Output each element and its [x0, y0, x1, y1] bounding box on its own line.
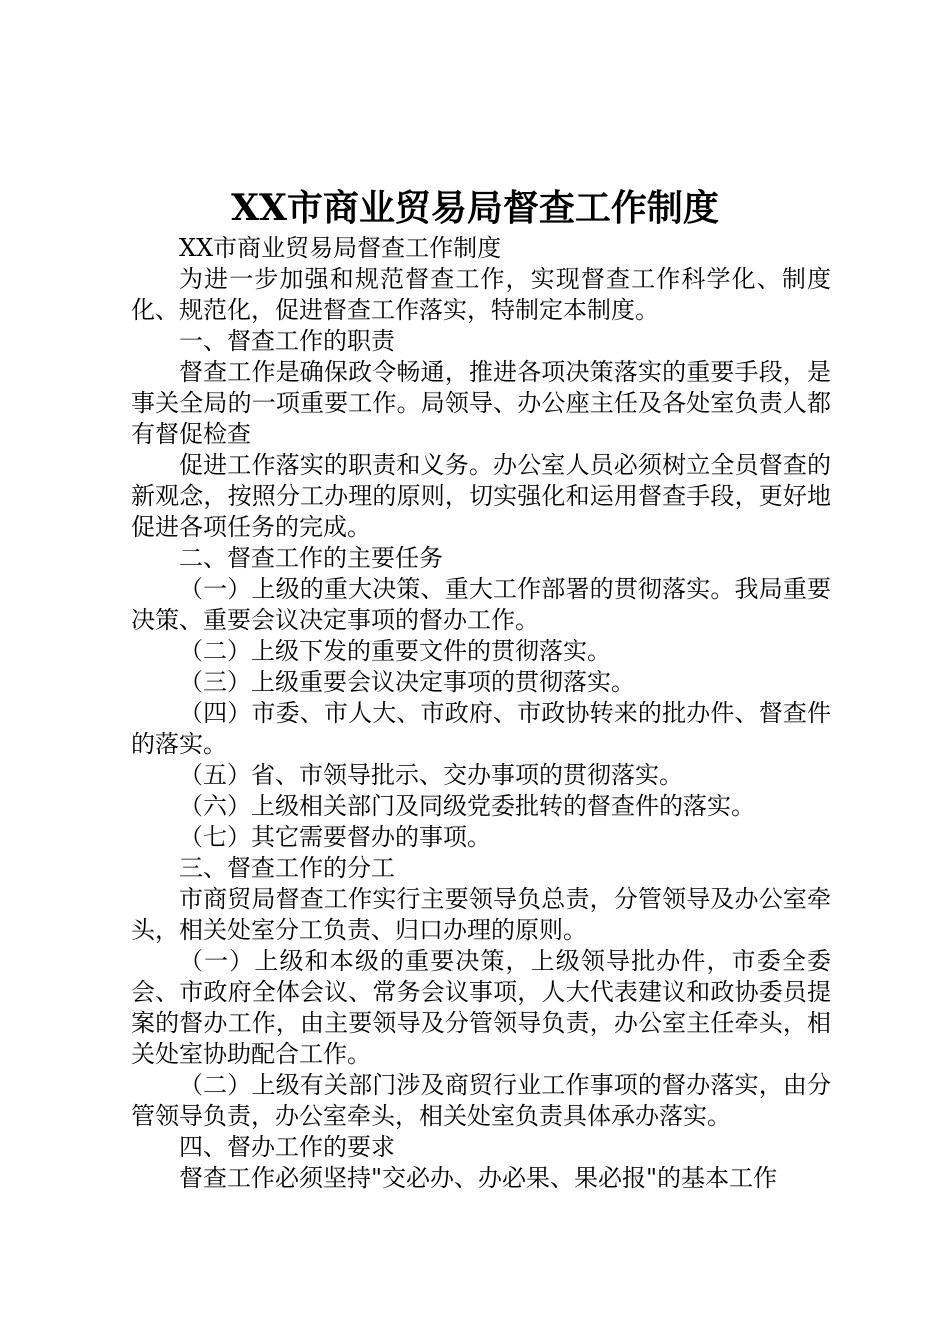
document-body	[131, 233, 831, 1194]
list-item: （四）市委、市人大、市政府、市政协转来的批办件、督查件的落实。	[131, 699, 831, 758]
list-item: （二）上级下发的重要文件的贯彻落实。	[179, 637, 611, 665]
list-item: （七）其它需要督办的事项。	[179, 823, 491, 851]
intro-paragraph: 为进一步加强和规范督查工作，实现督查工作科学化、制度化、规范化，促进督查工作落实，特制定本制度。	[131, 265, 831, 324]
list-item: （五）省、市领导批示、交办事项的贯彻落实。	[179, 761, 683, 789]
body-paragraph: 促进工作落实的职责和义务。办公室人员必须树立全员督查的新观念，按照分工办理的原则，切实强化和运用督查手段，更好地促进各项任务的完成。	[131, 451, 831, 541]
section-heading-2: 二、督查工作的主要任务	[179, 544, 443, 572]
section-heading-3: 三、督查工作的分工	[179, 854, 395, 882]
body-paragraph: 督查工作必须坚持"交必办、办必果、果必报"的基本工作	[179, 1164, 778, 1192]
list-item: （一）上级和本级的重要决策，上级领导批办件，市委全委会、市政府全体会议、常务会议事项，人大代表建议和政协委员提案的督办工作，由主要领导及分管领导负责，办公室主任牵头，相关处室协助配合工作。	[131, 947, 831, 1068]
list-item: （二）上级有关部门涉及商贸行业工作事项的督办落实，由分管领导负责，办公室牵头，相关处室负责具体承办落实。	[131, 1071, 831, 1130]
list-item: （三）上级重要会议决定事项的贯彻落实。	[179, 668, 635, 696]
list-item: （一）上级的重大决策、重大工作部署的贯彻落实。我局重要决策、重要会议决定事项的督办工作。	[131, 575, 831, 634]
body-paragraph: 督查工作是确保政令畅通，推进各项决策落实的重要手段，是事关全局的一项重要工作。局领导、办公座主任及各处室负责人都有督促检查	[131, 358, 831, 448]
section-heading-1: 一、督查工作的职责	[179, 327, 395, 355]
body-paragraph: 市商贸局督查工作实行主要领导负总责，分管领导及办公室牵头，相关处室分工负责、归口办理的原则。	[131, 885, 831, 944]
section-heading-4: 四、督办工作的要求	[179, 1133, 395, 1161]
list-item: （六）上级相关部门及同级党委批转的督查件的落实。	[179, 792, 755, 820]
document-title: XX市商业贸易局督查工作制度	[231, 187, 719, 229]
doc-subtitle: XX市商业贸易局督查工作制度	[179, 234, 502, 262]
